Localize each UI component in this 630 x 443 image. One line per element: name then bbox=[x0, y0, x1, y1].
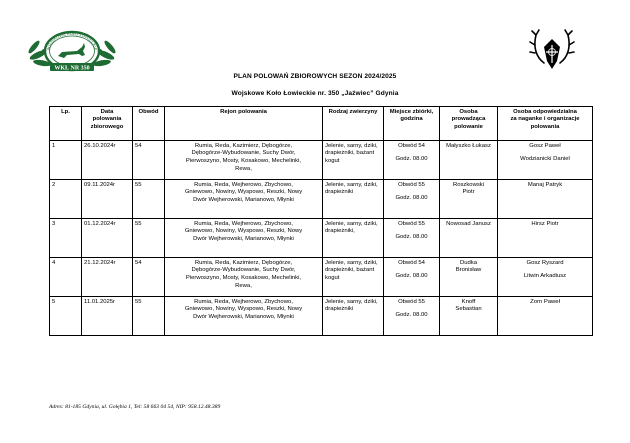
game-type-line: Jelenie, sarny, dziki, bbox=[325, 259, 378, 266]
column-header bbox=[82, 107, 133, 141]
column-header-line: Rodzaj zwierzyny bbox=[328, 108, 378, 115]
area-line: Gniewowo, Nowiny, Wyspowo, Reszki, Nowy bbox=[184, 189, 303, 196]
organizer-name: Hirsz Piotr bbox=[531, 220, 559, 227]
hunt-date: 26.10.2024r bbox=[84, 142, 116, 149]
leader-name: Roszkowski bbox=[452, 181, 485, 188]
hunt-date: 21.12.2024r bbox=[84, 259, 116, 266]
column-header-line: polowania bbox=[92, 116, 122, 123]
district-number: 54 bbox=[135, 142, 142, 149]
document-subtitle: Wojskowe Koło Łowieckie nr. 350 „Jaźwiec” Gdynia bbox=[231, 90, 399, 97]
leader-name: Nowosad Janusz bbox=[446, 220, 491, 227]
area-cell bbox=[165, 258, 323, 297]
table-row bbox=[50, 219, 593, 258]
meeting-time: Godz. 08.00 bbox=[395, 234, 428, 241]
area-cell bbox=[165, 219, 323, 258]
row-number: 2 bbox=[52, 181, 56, 188]
table-row bbox=[50, 258, 593, 297]
date-cell bbox=[82, 258, 133, 297]
area-line: Dwór Wejherowski, Marianowo, Młynki bbox=[193, 236, 294, 243]
meeting-time: Godz. 08.00 bbox=[395, 195, 428, 202]
meeting-point: Obwód 55 bbox=[398, 220, 425, 227]
area-line: Dwór Wejherowski, Marianowo, Młynki bbox=[193, 314, 294, 321]
leader-name: Małyszko Łukasz bbox=[446, 142, 491, 149]
table-row bbox=[50, 297, 593, 336]
area-line: Gniewowo, Nowiny, Wyspowo, Reszki, Nowy bbox=[184, 228, 303, 235]
column-header-line: Data bbox=[100, 108, 114, 115]
column-header-line: godzina bbox=[400, 116, 423, 123]
game-type-line: Jelenie, sarny, dziki, bbox=[325, 181, 378, 188]
meeting-point: Obwód 55 bbox=[398, 181, 425, 188]
column-header bbox=[440, 107, 498, 141]
meeting-point: Obwód 54 bbox=[398, 259, 425, 266]
row-number: 1 bbox=[52, 142, 56, 149]
district-cell bbox=[133, 219, 165, 258]
footer-address: Adres: 81-185 Gdynia, ul. Gołębia 1, Tel: 58 663 04 54, NIP: 958.12.48.389 bbox=[49, 404, 221, 410]
column-header-line: polowanie bbox=[454, 124, 483, 131]
table-row bbox=[50, 180, 593, 219]
game-type-line: drapieżniki, bażant bbox=[325, 150, 375, 157]
area-line: Rumia, Reda, Wejherowo, Zbychowo, bbox=[194, 181, 293, 188]
column-header-line: polowania bbox=[530, 124, 560, 131]
leader-cell bbox=[440, 297, 498, 336]
leader-cell bbox=[440, 219, 498, 258]
row-number-cell bbox=[50, 258, 82, 297]
date-cell bbox=[82, 180, 133, 219]
column-header-line: za naganke i organizacje bbox=[510, 116, 580, 123]
svg-text:WOJSKOWE KOŁO ŁOWIECKIE bbox=[46, 31, 98, 51]
organizer-cell bbox=[498, 258, 593, 297]
district-cell bbox=[133, 180, 165, 219]
meeting-point-cell bbox=[384, 180, 440, 219]
game-type-cell bbox=[323, 258, 384, 297]
meeting-point-cell bbox=[384, 141, 440, 180]
column-header-line: zbiorowego bbox=[90, 124, 124, 131]
game-type-line: drapieżniki, bbox=[325, 228, 355, 235]
leader-cell bbox=[440, 180, 498, 219]
organizer-cell bbox=[498, 297, 593, 336]
row-number-cell bbox=[50, 219, 82, 258]
game-type-line: drapieżniki, bażant bbox=[325, 267, 375, 274]
game-type-line: drapieżniki bbox=[325, 306, 354, 313]
area-line: Rumia, Reda, Wejherowo, Zbychowo, bbox=[194, 298, 293, 305]
hunt-date: 11.01.2025r bbox=[84, 298, 116, 305]
row-number-cell bbox=[50, 141, 82, 180]
column-header-line: Miejsce zbiórki, bbox=[389, 108, 434, 115]
column-header bbox=[133, 107, 165, 141]
meeting-point-cell bbox=[384, 258, 440, 297]
game-type-line: Jelenie, sarny, dziki, bbox=[325, 220, 378, 227]
area-cell bbox=[165, 141, 323, 180]
column-header bbox=[498, 107, 593, 141]
hunt-date: 09.11.2024r bbox=[84, 181, 116, 188]
organizer-name: Manaj Patryk bbox=[527, 181, 563, 188]
organizer-cell bbox=[498, 180, 593, 219]
column-header bbox=[323, 107, 384, 141]
area-line: Gniewowo, Nowiny, Wyspowo, Reszki, Nowy bbox=[184, 306, 303, 313]
district-number: 55 bbox=[135, 181, 142, 188]
document-title: PLAN POLOWAŃ ZBIOROWYCH SEZON 2024/2025 bbox=[233, 73, 397, 80]
area-line: Rewa, bbox=[235, 166, 252, 173]
district-number: 54 bbox=[135, 259, 142, 266]
table-row bbox=[50, 141, 593, 180]
table-body bbox=[50, 141, 593, 336]
organizer-name: Gosz Ryszard bbox=[526, 259, 564, 266]
area-line: Rumia, Reda, Kazimierz, Dębogórze, bbox=[194, 142, 293, 149]
meeting-time: Godz. 08.00 bbox=[395, 156, 428, 163]
meeting-time: Godz. 08.00 bbox=[395, 312, 428, 319]
area-line: Pierwoszyno, Mosty, Kosakowo, Mechelinki, bbox=[185, 158, 302, 165]
organizer-name: Gosz Paweł bbox=[529, 142, 561, 149]
game-type-line: Jelenie, sarny, dziki, bbox=[325, 142, 378, 149]
area-line: Pierwoszyno, Mosty, Kosakowo, Mechelinki, bbox=[185, 275, 302, 282]
area-cell bbox=[165, 180, 323, 219]
table-header-row bbox=[50, 107, 593, 141]
organizer-cell bbox=[498, 141, 593, 180]
antler-emblem-logo bbox=[527, 25, 577, 75]
badge-arc-text: WOJSKOWE KOŁO ŁOWIECKIE bbox=[45, 30, 99, 51]
club-badge-logo bbox=[22, 25, 122, 75]
area-line: Dwór Wejherowski, Marianowo, Młynki bbox=[193, 197, 294, 204]
column-header-line: Rejon polowania bbox=[220, 108, 267, 115]
district-number: 55 bbox=[135, 298, 142, 305]
column-header-line: Lp. bbox=[61, 108, 70, 115]
game-type-cell bbox=[323, 297, 384, 336]
game-type-line: kogut bbox=[325, 158, 340, 165]
organizer-name: Wodzianicki Daniel bbox=[520, 156, 570, 163]
leader-name: Knoff bbox=[461, 298, 476, 305]
column-header-line: Obwód bbox=[138, 108, 159, 115]
area-cell bbox=[165, 297, 323, 336]
organizer-cell bbox=[498, 219, 593, 258]
leader-cell bbox=[440, 258, 498, 297]
date-cell bbox=[82, 219, 133, 258]
area-line: Dębogórze-Wybudowanie, Suchy Dwór, bbox=[191, 150, 296, 157]
column-header-line: Osoba odpowiedzialna bbox=[513, 108, 577, 115]
meeting-point-cell bbox=[384, 297, 440, 336]
date-cell bbox=[82, 297, 133, 336]
game-type-cell bbox=[323, 141, 384, 180]
meeting-point-cell bbox=[384, 219, 440, 258]
organizer-name: Zorn Paweł bbox=[530, 298, 560, 305]
district-cell bbox=[133, 258, 165, 297]
game-type-cell bbox=[323, 180, 384, 219]
area-line: Rumia, Reda, Kazimierz, Dębogórze, bbox=[194, 259, 293, 266]
area-line: Rewa, bbox=[235, 283, 252, 290]
row-number-cell bbox=[50, 297, 82, 336]
meeting-point: Obwód 55 bbox=[398, 298, 425, 305]
row-number-cell bbox=[50, 180, 82, 219]
column-header-line: prowadząca bbox=[451, 116, 486, 123]
meeting-time: Godz. 08.00 bbox=[395, 273, 428, 280]
district-cell bbox=[133, 141, 165, 180]
area-line: Dębogórze-Wybudowanie, Suchy Dwór, bbox=[191, 267, 296, 274]
district-number: 55 bbox=[135, 220, 142, 227]
column-header bbox=[384, 107, 440, 141]
area-line: Rumia, Reda, Wejherowo, Zbychowo, bbox=[194, 220, 293, 227]
column-header-line: Osoba bbox=[459, 108, 478, 115]
leader-cell bbox=[440, 141, 498, 180]
row-number: 5 bbox=[52, 298, 56, 305]
game-type-line: kogut bbox=[325, 275, 340, 282]
column-header bbox=[50, 107, 82, 141]
hunting-plan-table bbox=[49, 106, 593, 336]
leader-name: Dudka bbox=[459, 259, 478, 266]
row-number: 3 bbox=[52, 220, 56, 227]
row-number: 4 bbox=[52, 259, 56, 266]
district-cell bbox=[133, 297, 165, 336]
game-type-line: Jelenie, sarny, dziki, bbox=[325, 298, 378, 305]
leader-name: Sebastian bbox=[455, 306, 482, 313]
game-type-line: drapieżniki bbox=[325, 189, 354, 196]
date-cell bbox=[82, 141, 133, 180]
hunt-date: 01.12.2024r bbox=[84, 220, 116, 227]
leader-name: Piotr bbox=[462, 189, 475, 196]
column-header bbox=[165, 107, 323, 141]
leader-name: Bronisław bbox=[455, 267, 482, 274]
game-type-cell bbox=[323, 219, 384, 258]
badge-ribbon-text: WKŁ NR 350 bbox=[54, 65, 90, 72]
organizer-name: Litwin Arkadiusz bbox=[523, 273, 567, 280]
meeting-point: Obwód 54 bbox=[398, 142, 425, 149]
